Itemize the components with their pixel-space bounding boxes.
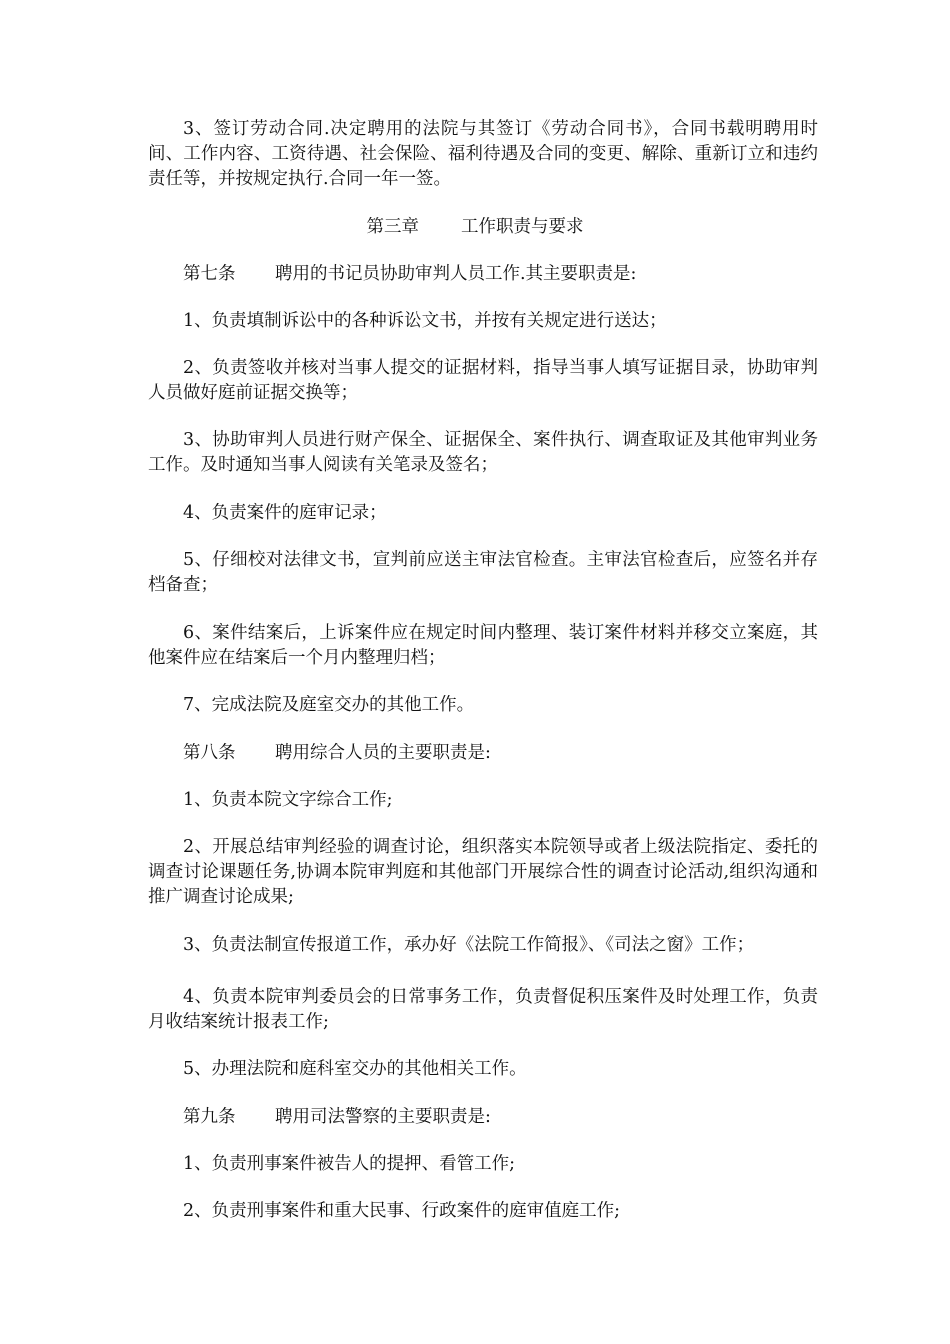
article-7-number: 第七条 <box>183 264 236 284</box>
article-7-item-7: 7、完成法院及庭室交办的其他工作。 <box>183 695 475 715</box>
article-8-text: 聘用综合人员的主要职责是: <box>275 743 491 763</box>
article-9-item-1: 1、负责刑事案件被告人的提押、看管工作; <box>183 1154 516 1174</box>
contract-paragraph <box>148 117 818 192</box>
article-8-number: 第八条 <box>183 743 236 763</box>
article-9-text: 聘用司法警察的主要职责是: <box>275 1107 491 1127</box>
article-7-item-3: 3、协助审判人员进行财产保全、证据保全、案件执行、调查取证及其他审判业务工作。及时通知当事人阅读有关笔录及签名； <box>148 430 818 475</box>
chapter-heading <box>0 215 950 240</box>
article-9-number: 第九条 <box>183 1107 236 1127</box>
article-7-item-4: 4、负责案件的庭审记录； <box>183 503 387 523</box>
article-7-item-2: 2、负责签收并核对当事人提交的证据材料，指导当事人填写证据目录，协助审判人员做好庭前证据交换等； <box>148 358 818 403</box>
article-8-item-5: 5、办理法院和庭科室交办的其他相关工作。 <box>183 1059 527 1079</box>
article-8-item-3: 3、负责法制宣传报道工作，承办好《法院工作简报》、《司法之窗》工作； <box>183 935 755 955</box>
contract-paragraph-text: 3、签订劳动合同.决定聘用的法院与其签订《劳动合同书》，合同书载明聘用时间、工作内容、工资待遇、社会保险、福利待遇及合同的变更、解除、重新订立和违约责任等，并按规定执行.合同一年一签。 <box>148 119 818 189</box>
article-8-item-4: 4、负责本院审判委员会的日常事务工作，负责督促积压案件及时处理工作，负责月收结案统计报表工作; <box>148 987 818 1032</box>
article-9-heading <box>148 1105 818 1130</box>
article-7-text: 聘用的书记员协助审判人员工作.其主要职责是: <box>275 264 637 284</box>
article-7-item-6: 6、案件结案后，上诉案件应在规定时间内整理、装订案件材料并移交立案庭，其他案件应在结案后一个月内整理归档； <box>148 623 818 668</box>
article-8-item-1: 1、负责本院文字综合工作; <box>183 790 393 810</box>
article-7-item-1: 1、负责填制诉讼中的各种诉讼文书，并按有关规定进行送达； <box>183 311 667 331</box>
chapter-title: 工作职责与要求 <box>461 217 584 237</box>
article-9-item-2: 2、负责刑事案件和重大民事、行政案件的庭审值庭工作; <box>183 1201 621 1221</box>
article-7-heading <box>148 262 818 287</box>
article-8-heading <box>148 741 818 766</box>
article-8-item-2: 2、开展总结审判经验的调查讨论，组织落实本院领导或者上级法院指定、委托的调查讨论课题任务,协调本院审判庭和其他部门开展综合性的调查讨论活动,组织沟通和推广调查讨论成果; <box>148 837 818 907</box>
chapter-number: 第三章 <box>366 217 419 237</box>
article-7-item-5: 5、仔细校对法律文书，宣判前应送主审法官检查。主审法官检查后，应签名并存档备查； <box>148 550 818 595</box>
